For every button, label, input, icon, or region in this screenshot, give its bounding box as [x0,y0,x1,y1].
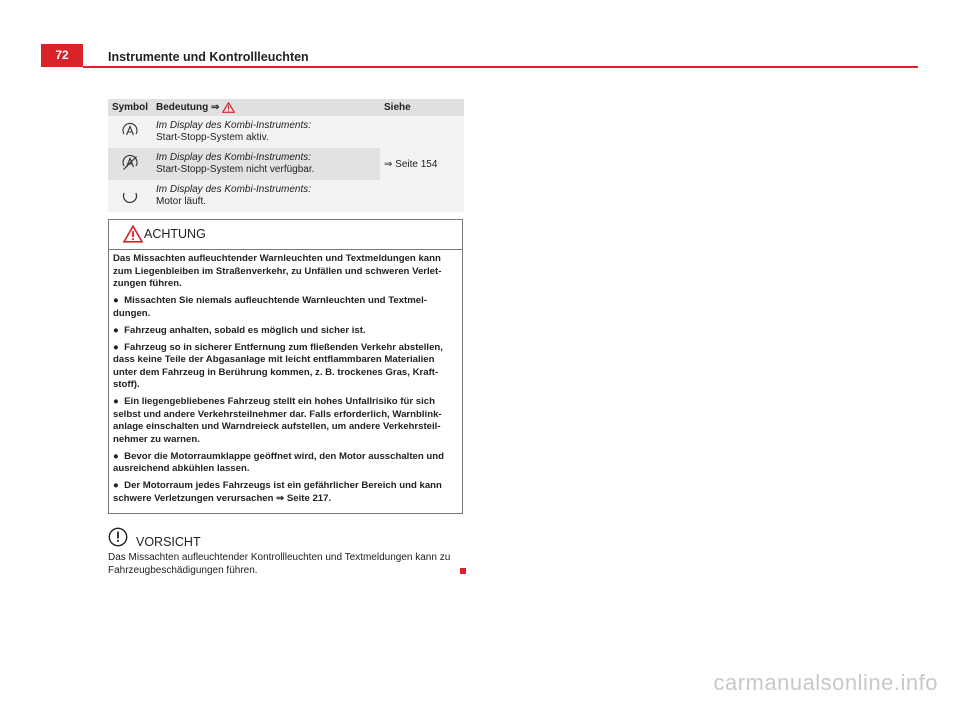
warning-title: ACHTUNG [144,227,206,241]
warning-bullet: ● Missachten Sie niemals aufleuchtende Warnleuchten und Textmel-dungen. [113,295,427,319]
page-number: 72 [41,44,83,67]
warning-bullet-text: Missachten Sie niemals aufleuchtende Warnleuchten und Textmel-dungen. [113,295,427,319]
see-cell[interactable]: ⇒ Seite 154 [380,116,464,212]
warning-bullet: ● Bevor die Motorraumklappe geöffnet wird, den Motor ausschalten und ausreichend abkühlen lassen. [113,450,444,474]
warning-bullet: ● Fahrzeug anhalten, sobald es möglich und sicher ist. [113,324,366,336]
col-bedeutung-header [152,99,380,116]
watermark: carmanualsonline.info [713,670,938,695]
meaning-text: Start-Stopp-System aktiv. [156,132,269,143]
warning-bullet-text: Der Motorraum jedes Fahrzeugs ist ein gefährlicher Bereich und kann schwere Verletzungen verursachen ⇒ Seite 217. [113,480,442,504]
warning-triangle-icon [222,102,235,113]
meaning-context: Im Display des Kombi-Instruments: [156,184,312,195]
warning-box-header [109,220,462,250]
meaning-cell [152,180,380,212]
caution-icon [108,527,128,547]
table-header-row [108,99,464,116]
warning-bullet: ● Ein liegengebliebenes Fahrzeug stellt ein hohes Unfallrisiko für sich selbst und andere Verkehrsteilnehmer dar. Falls erforderlich, Warnblink-anlage einschalten und Warndreieck aufstellen, um andere Verkehrsteil-nehmer zu warnen. [113,396,442,445]
symbol-cell [108,180,152,212]
col-symbol-header: Symbol [108,99,152,116]
meaning-context: Im Display des Kombi-Instruments: [156,152,312,163]
meaning-text: Start-Stopp-System nicht verfügbar. [156,164,315,175]
warning-bullet-text: Fahrzeug so in sicherer Entfernung zum fließenden Verkehr abstellen, dass keine Teile der Abgasanlage mit leicht entflammbaren Materialien unter dem Fahrzeug in Berührung kommen, z. B. trockenes Gras, Kraft-stoff). [113,341,443,390]
warning-triangle-icon [123,225,143,243]
auto-start-stop-unavailable-icon [121,154,139,172]
meaning-cell [152,148,380,180]
table-row [108,116,464,148]
warning-bullet: ● Der Motorraum jedes Fahrzeugs ist ein gefährlicher Bereich und kann schwere Verletzungen verursachen ⇒ Seite 217. [113,480,442,504]
symbol-cell [108,116,152,148]
auto-start-stop-icon [121,122,139,140]
warning-bullet-text: Fahrzeug anhalten, sobald es möglich und sicher ist. [124,324,366,336]
caution-title: VORSICHT [136,535,201,549]
section-end-marker [460,568,466,574]
warning-bullet-text: Ein liegengebliebenes Fahrzeug stellt ein hohes Unfallrisiko für sich selbst und andere Verkehrsteilnehmer dar. Falls erforderlich, Warnblink-anlage einschalten und Warndreieck aufstellen, um andere Verkehrsteil-nehmer zu warnen. [113,396,442,445]
warning-box [108,219,463,514]
caution-text: Das Missachten aufleuchtender Kontrollleuchten und Textmeldungen kann zu Fahrzeugbeschädigungen führen. [108,552,451,576]
col-bedeutung-label: Bedeutung ⇒ [156,102,220,114]
warning-bullet-text: Bevor die Motorraumklappe geöffnet wird, den Motor ausschalten und ausreichend abkühlen lassen. [113,450,444,474]
warning-body [109,250,462,513]
meaning-context: Im Display des Kombi-Instruments: [156,120,312,131]
page-title: Instrumente und Kontrollleuchten [108,50,309,64]
warning-intro: Das Missachten aufleuchtender Warnleuchten und Textmeldungen kann zum Liegenbleiben im Straßenverkehr, zu Unfällen und schweren Verlet-zungen führen. [113,253,442,289]
symbol-cell [108,148,152,180]
engine-running-icon [121,186,139,204]
meaning-text: Motor läuft. [156,196,207,207]
header-divider [83,66,918,68]
symbol-table [108,99,464,212]
warning-bullet: ● Fahrzeug so in sicherer Entfernung zum fließenden Verkehr abstellen, dass keine Teile der Abgasanlage mit leicht entflammbaren Materialien unter dem Fahrzeug in Berührung kommen, z. B. trockenes Gras, Kraft-stoff). [113,341,443,390]
meaning-cell [152,116,380,148]
col-siehe-header: Siehe [380,99,464,116]
